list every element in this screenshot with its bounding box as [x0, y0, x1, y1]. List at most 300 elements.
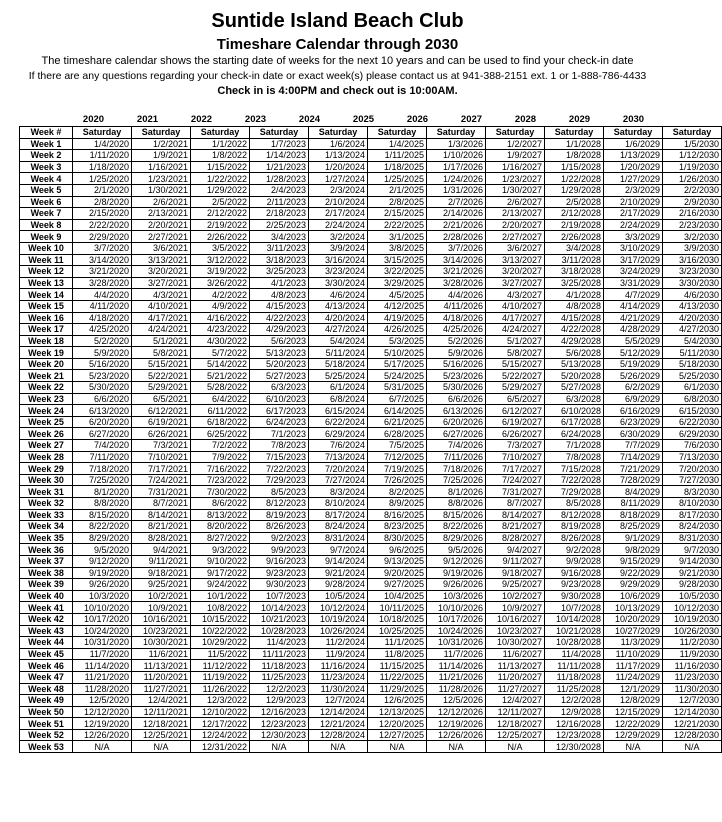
date-cell: 9/21/2030: [663, 567, 722, 579]
date-cell: 2/12/2022: [191, 208, 250, 220]
date-cell: 9/4/2027: [486, 544, 545, 556]
date-cell: 11/2/2024: [309, 637, 368, 649]
date-cell: 9/23/2028: [545, 579, 604, 591]
date-cell: 1/20/2024: [309, 161, 368, 173]
date-cell: 12/14/2030: [663, 706, 722, 718]
date-cell: 10/13/2029: [604, 602, 663, 614]
date-cell: 3/25/2023: [250, 266, 309, 278]
date-cell: 2/8/2025: [368, 196, 427, 208]
date-cell: 8/2/2025: [368, 486, 427, 498]
date-cell: 3/31/2029: [604, 277, 663, 289]
date-cell: 4/16/2022: [191, 312, 250, 324]
day-of-week-header: Saturday: [73, 127, 132, 139]
date-cell: 7/6/2024: [309, 440, 368, 452]
date-cell: 4/26/2025: [368, 324, 427, 336]
year-label: 2028: [514, 114, 537, 125]
date-cell: 11/23/2030: [663, 671, 722, 683]
table-row: [20, 579, 722, 591]
date-cell: 12/21/2024: [309, 718, 368, 730]
date-cell: 7/4/2026: [427, 440, 486, 452]
date-cell: 7/4/2020: [73, 440, 132, 452]
date-cell: 12/10/2022: [191, 706, 250, 718]
date-cell: 12/31/2022: [191, 741, 250, 753]
date-cell: 6/26/2027: [486, 428, 545, 440]
week-label: Week 43: [20, 625, 73, 637]
table-row: [20, 521, 722, 533]
date-cell: 1/29/2028: [545, 184, 604, 196]
date-cell: 7/1/2023: [250, 428, 309, 440]
date-cell: 8/1/2026: [427, 486, 486, 498]
week-label: Week 53: [20, 741, 73, 753]
date-cell: 1/7/2023: [250, 138, 309, 150]
date-cell: 11/21/2026: [427, 671, 486, 683]
date-cell: 1/18/2020: [73, 161, 132, 173]
date-cell: 3/19/2022: [191, 266, 250, 278]
date-cell: 4/1/2028: [545, 289, 604, 301]
table-row: [20, 474, 722, 486]
date-cell: 12/4/2021: [132, 695, 191, 707]
week-label: Week 44: [20, 637, 73, 649]
date-cell: 7/8/2023: [250, 440, 309, 452]
date-cell: 4/4/2020: [73, 289, 132, 301]
week-label: Week 47: [20, 671, 73, 683]
date-cell: 11/7/2020: [73, 648, 132, 660]
date-cell: 11/9/2030: [663, 648, 722, 660]
table-row: [20, 266, 722, 278]
date-cell: 1/6/2029: [604, 138, 663, 150]
date-cell: 10/9/2021: [132, 602, 191, 614]
date-cell: 12/28/2024: [309, 729, 368, 741]
date-cell: 3/8/2025: [368, 242, 427, 254]
date-cell: 3/18/2028: [545, 266, 604, 278]
table-row: [20, 509, 722, 521]
date-cell: 10/30/2027: [486, 637, 545, 649]
date-cell: 8/12/2023: [250, 498, 309, 510]
date-cell: 7/10/2027: [486, 451, 545, 463]
date-cell: 1/23/2021: [132, 173, 191, 185]
date-cell: 3/22/2025: [368, 266, 427, 278]
date-cell: 8/24/2030: [663, 521, 722, 533]
week-label: Week 50: [20, 706, 73, 718]
table-row: [20, 277, 722, 289]
date-cell: 7/10/2021: [132, 451, 191, 463]
date-cell: 11/9/2024: [309, 648, 368, 660]
date-cell: 3/3/2029: [604, 231, 663, 243]
date-cell: 11/26/2022: [191, 683, 250, 695]
week-label: Week 25: [20, 416, 73, 428]
date-cell: 9/2/2028: [545, 544, 604, 556]
date-cell: 4/18/2020: [73, 312, 132, 324]
date-cell: 9/5/2020: [73, 544, 132, 556]
date-cell: 6/21/2025: [368, 416, 427, 428]
table-row: [20, 428, 722, 440]
date-cell: 8/26/2023: [250, 521, 309, 533]
year-label: 2029: [568, 114, 591, 125]
year-label: 2022: [190, 114, 213, 125]
checkin-text: Check in is 4:00PM and check out is 10:00AM.: [217, 85, 458, 97]
date-cell: 11/30/2024: [309, 683, 368, 695]
date-cell: 5/1/2021: [132, 335, 191, 347]
date-cell: 5/21/2022: [191, 370, 250, 382]
date-cell: 3/14/2020: [73, 254, 132, 266]
table-row: [20, 706, 722, 718]
date-cell: 3/5/2022: [191, 242, 250, 254]
date-cell: N/A: [486, 741, 545, 753]
date-cell: 1/1/2028: [545, 138, 604, 150]
date-cell: 9/14/2024: [309, 555, 368, 567]
date-cell: 6/22/2024: [309, 416, 368, 428]
date-cell: 4/2/2022: [191, 289, 250, 301]
date-cell: 1/30/2027: [486, 184, 545, 196]
week-label: Week 40: [20, 590, 73, 602]
date-cell: 2/27/2027: [486, 231, 545, 243]
date-cell: 9/26/2026: [427, 579, 486, 591]
date-cell: 9/26/2020: [73, 579, 132, 591]
date-cell: 2/14/2026: [427, 208, 486, 220]
day-of-week-header: Saturday: [663, 127, 722, 139]
date-cell: 8/18/2029: [604, 509, 663, 521]
date-cell: 4/3/2021: [132, 289, 191, 301]
date-cell: 11/11/2028: [545, 660, 604, 672]
date-cell: 6/14/2025: [368, 405, 427, 417]
date-cell: 11/13/2021: [132, 660, 191, 672]
date-cell: 2/13/2021: [132, 208, 191, 220]
date-cell: 11/18/2028: [545, 671, 604, 683]
date-cell: 12/16/2028: [545, 718, 604, 730]
date-cell: 2/3/2024: [309, 184, 368, 196]
date-cell: 10/19/2024: [309, 613, 368, 625]
date-cell: 9/15/2029: [604, 555, 663, 567]
date-cell: 11/30/2030: [663, 683, 722, 695]
date-cell: 2/25/2023: [250, 219, 309, 231]
date-cell: 9/11/2021: [132, 555, 191, 567]
year-label: 2021: [136, 114, 159, 125]
week-label: Week 12: [20, 266, 73, 278]
table-row: [20, 231, 722, 243]
date-cell: 1/23/2027: [486, 173, 545, 185]
date-cell: 3/15/2025: [368, 254, 427, 266]
date-cell: 9/17/2022: [191, 567, 250, 579]
date-cell: 8/17/2030: [663, 509, 722, 521]
day-of-week-header: Saturday: [250, 127, 309, 139]
week-label: Week 7: [20, 208, 73, 220]
date-cell: 8/5/2028: [545, 498, 604, 510]
week-label: Week 16: [20, 312, 73, 324]
date-cell: 10/5/2024: [309, 590, 368, 602]
date-cell: 8/7/2021: [132, 498, 191, 510]
date-cell: 4/15/2028: [545, 312, 604, 324]
date-cell: 6/29/2024: [309, 428, 368, 440]
date-cell: 1/27/2029: [604, 173, 663, 185]
date-cell: 8/17/2024: [309, 509, 368, 521]
table-row: [20, 671, 722, 683]
date-cell: 5/31/2025: [368, 382, 427, 394]
date-cell: 9/13/2025: [368, 555, 427, 567]
day-of-week-header: Saturday: [368, 127, 427, 139]
date-cell: 2/13/2027: [486, 208, 545, 220]
date-cell: 5/22/2027: [486, 370, 545, 382]
date-cell: 7/20/2024: [309, 463, 368, 475]
date-cell: 3/1/2025: [368, 231, 427, 243]
date-cell: 4/6/2030: [663, 289, 722, 301]
date-cell: 4/3/2027: [486, 289, 545, 301]
date-cell: 1/13/2024: [309, 150, 368, 162]
date-cell: 7/27/2024: [309, 474, 368, 486]
date-cell: 4/24/2021: [132, 324, 191, 336]
date-cell: 7/28/2029: [604, 474, 663, 486]
header-row: [20, 127, 722, 139]
date-cell: 5/7/2022: [191, 347, 250, 359]
week-label: Week 26: [20, 428, 73, 440]
date-cell: 10/19/2030: [663, 613, 722, 625]
date-cell: 5/12/2029: [604, 347, 663, 359]
date-cell: 5/11/2030: [663, 347, 722, 359]
date-cell: N/A: [309, 741, 368, 753]
date-cell: 9/11/2027: [486, 555, 545, 567]
week-label: Week 5: [20, 184, 73, 196]
date-cell: 2/27/2021: [132, 231, 191, 243]
table-row: [20, 741, 722, 753]
date-cell: 3/28/2026: [427, 277, 486, 289]
date-cell: 8/4/2029: [604, 486, 663, 498]
date-cell: 6/17/2023: [250, 405, 309, 417]
date-cell: 12/13/2025: [368, 706, 427, 718]
week-label: Week 21: [20, 370, 73, 382]
date-cell: 3/25/2028: [545, 277, 604, 289]
date-cell: 12/28/2030: [663, 729, 722, 741]
date-cell: 8/24/2024: [309, 521, 368, 533]
date-cell: 4/6/2024: [309, 289, 368, 301]
date-cell: 2/17/2024: [309, 208, 368, 220]
date-cell: 12/2/2028: [545, 695, 604, 707]
table-row: [20, 567, 722, 579]
date-cell: 5/30/2026: [427, 382, 486, 394]
date-cell: 9/7/2024: [309, 544, 368, 556]
date-cell: 3/20/2027: [486, 266, 545, 278]
date-cell: 11/13/2027: [486, 660, 545, 672]
date-cell: 3/29/2025: [368, 277, 427, 289]
date-cell: 10/2/2027: [486, 590, 545, 602]
date-cell: 9/18/2021: [132, 567, 191, 579]
date-cell: 9/16/2023: [250, 555, 309, 567]
date-cell: 4/22/2023: [250, 312, 309, 324]
date-cell: 11/7/2026: [427, 648, 486, 660]
date-cell: 12/3/2022: [191, 695, 250, 707]
date-cell: 1/19/2030: [663, 161, 722, 173]
date-cell: 2/28/2026: [427, 231, 486, 243]
date-cell: 9/19/2020: [73, 567, 132, 579]
table-row: [20, 382, 722, 394]
date-cell: 4/8/2028: [545, 300, 604, 312]
week-label: Week 34: [20, 521, 73, 533]
date-cell: 8/16/2025: [368, 509, 427, 521]
week-label: Week 49: [20, 695, 73, 707]
week-label: Week 10: [20, 242, 73, 254]
date-cell: 1/20/2029: [604, 161, 663, 173]
date-cell: 10/30/2021: [132, 637, 191, 649]
date-cell: 4/28/2029: [604, 324, 663, 336]
date-cell: 4/22/2028: [545, 324, 604, 336]
date-cell: 1/10/2026: [427, 150, 486, 162]
date-cell: 5/11/2024: [309, 347, 368, 359]
date-cell: 11/5/2022: [191, 648, 250, 660]
date-cell: 7/22/2023: [250, 463, 309, 475]
date-cell: 4/13/2024: [309, 300, 368, 312]
date-cell: 4/4/2026: [427, 289, 486, 301]
date-cell: 4/7/2029: [604, 289, 663, 301]
date-cell: 5/20/2023: [250, 358, 309, 370]
date-cell: 2/15/2020: [73, 208, 132, 220]
date-cell: 8/22/2026: [427, 521, 486, 533]
week-label: Week 14: [20, 289, 73, 301]
date-cell: 9/30/2028: [545, 590, 604, 602]
date-cell: 4/15/2023: [250, 300, 309, 312]
date-cell: 12/20/2025: [368, 718, 427, 730]
date-cell: 7/8/2028: [545, 451, 604, 463]
date-cell: 8/28/2027: [486, 532, 545, 544]
date-cell: 2/1/2020: [73, 184, 132, 196]
date-cell: 2/9/2030: [663, 196, 722, 208]
date-cell: 1/2/2027: [486, 138, 545, 150]
date-cell: 11/4/2028: [545, 648, 604, 660]
date-cell: 12/9/2028: [545, 706, 604, 718]
date-cell: 3/16/2024: [309, 254, 368, 266]
date-cell: 6/24/2023: [250, 416, 309, 428]
day-of-week-header: Saturday: [604, 127, 663, 139]
date-cell: 5/1/2027: [486, 335, 545, 347]
date-cell: 12/18/2027: [486, 718, 545, 730]
date-cell: 1/6/2024: [309, 138, 368, 150]
date-cell: 4/17/2021: [132, 312, 191, 324]
date-cell: 11/25/2028: [545, 683, 604, 695]
date-cell: 6/19/2027: [486, 416, 545, 428]
date-cell: 11/14/2020: [73, 660, 132, 672]
date-cell: 10/28/2023: [250, 625, 309, 637]
date-cell: 6/28/2025: [368, 428, 427, 440]
date-cell: 3/21/2026: [427, 266, 486, 278]
date-cell: 12/11/2021: [132, 706, 191, 718]
week-label: Week 18: [20, 335, 73, 347]
date-cell: 1/28/2023: [250, 173, 309, 185]
date-cell: 2/26/2028: [545, 231, 604, 243]
date-cell: 4/17/2027: [486, 312, 545, 324]
date-cell: N/A: [663, 741, 722, 753]
date-cell: 1/31/2026: [427, 184, 486, 196]
date-cell: 3/27/2021: [132, 277, 191, 289]
day-of-week-header: Saturday: [427, 127, 486, 139]
date-cell: 7/11/2026: [427, 451, 486, 463]
date-cell: 1/25/2020: [73, 173, 132, 185]
date-cell: 4/9/2022: [191, 300, 250, 312]
date-cell: 6/22/2030: [663, 416, 722, 428]
day-of-week-header: Saturday: [486, 127, 545, 139]
date-cell: 10/12/2030: [663, 602, 722, 614]
date-cell: 12/30/2023: [250, 729, 309, 741]
date-cell: 8/8/2020: [73, 498, 132, 510]
date-cell: 9/21/2024: [309, 567, 368, 579]
date-cell: 2/8/2020: [73, 196, 132, 208]
date-cell: 1/12/2030: [663, 150, 722, 162]
week-label: Week 33: [20, 509, 73, 521]
date-cell: 4/30/2022: [191, 335, 250, 347]
date-cell: 2/17/2029: [604, 208, 663, 220]
week-label: Week 52: [20, 729, 73, 741]
week-label: Week 3: [20, 161, 73, 173]
contact-text: If there are any questions regarding your check-in date or exact week(s) please contact us at 941-388-2151 ext. 1 or 1-888-786-4433: [28, 70, 647, 82]
date-cell: 7/15/2023: [250, 451, 309, 463]
date-cell: N/A: [250, 741, 309, 753]
date-cell: 7/11/2020: [73, 451, 132, 463]
date-cell: 7/21/2029: [604, 463, 663, 475]
date-cell: 7/1/2028: [545, 440, 604, 452]
date-cell: 6/13/2026: [427, 405, 486, 417]
date-cell: 5/20/2028: [545, 370, 604, 382]
date-cell: 11/3/2029: [604, 637, 663, 649]
date-cell: 2/19/2028: [545, 219, 604, 231]
date-cell: 7/26/2025: [368, 474, 427, 486]
date-cell: 5/13/2028: [545, 358, 604, 370]
date-cell: 4/20/2030: [663, 312, 722, 324]
date-cell: 7/5/2025: [368, 440, 427, 452]
date-cell: 4/5/2025: [368, 289, 427, 301]
date-cell: 8/31/2024: [309, 532, 368, 544]
date-cell: 2/5/2028: [545, 196, 604, 208]
date-cell: 10/24/2026: [427, 625, 486, 637]
table-row: [20, 590, 722, 602]
date-cell: 12/29/2029: [604, 729, 663, 741]
day-of-week-header: Saturday: [132, 127, 191, 139]
date-cell: 7/12/2025: [368, 451, 427, 463]
table-row: [20, 695, 722, 707]
table-row: [20, 173, 722, 185]
date-cell: 7/14/2029: [604, 451, 663, 463]
date-cell: 11/16/2024: [309, 660, 368, 672]
date-cell: 11/24/2029: [604, 671, 663, 683]
date-cell: 10/1/2022: [191, 590, 250, 602]
date-cell: 5/19/2029: [604, 358, 663, 370]
date-cell: 3/30/2024: [309, 277, 368, 289]
table-row: [20, 347, 722, 359]
date-cell: 5/14/2022: [191, 358, 250, 370]
date-cell: 10/2/2021: [132, 590, 191, 602]
date-cell: 2/4/2023: [250, 184, 309, 196]
date-cell: 4/21/2029: [604, 312, 663, 324]
date-cell: 2/6/2021: [132, 196, 191, 208]
table-row: [20, 683, 722, 695]
date-cell: 12/25/2027: [486, 729, 545, 741]
week-label: Week 41: [20, 602, 73, 614]
date-cell: 12/4/2027: [486, 695, 545, 707]
date-cell: 11/8/2025: [368, 648, 427, 660]
week-label: Week 24: [20, 405, 73, 417]
date-cell: 9/25/2027: [486, 579, 545, 591]
date-cell: 2/10/2024: [309, 196, 368, 208]
date-cell: 5/5/2029: [604, 335, 663, 347]
date-cell: 1/15/2028: [545, 161, 604, 173]
date-cell: 12/23/2028: [545, 729, 604, 741]
date-cell: 1/21/2023: [250, 161, 309, 173]
date-cell: 5/18/2030: [663, 358, 722, 370]
date-cell: 10/23/2027: [486, 625, 545, 637]
date-cell: N/A: [368, 741, 427, 753]
date-cell: 9/29/2029: [604, 579, 663, 591]
date-cell: 3/28/2020: [73, 277, 132, 289]
date-cell: 8/21/2021: [132, 521, 191, 533]
date-cell: 9/12/2020: [73, 555, 132, 567]
date-cell: 6/26/2021: [132, 428, 191, 440]
date-cell: 4/27/2030: [663, 324, 722, 336]
date-cell: 7/20/2030: [663, 463, 722, 475]
